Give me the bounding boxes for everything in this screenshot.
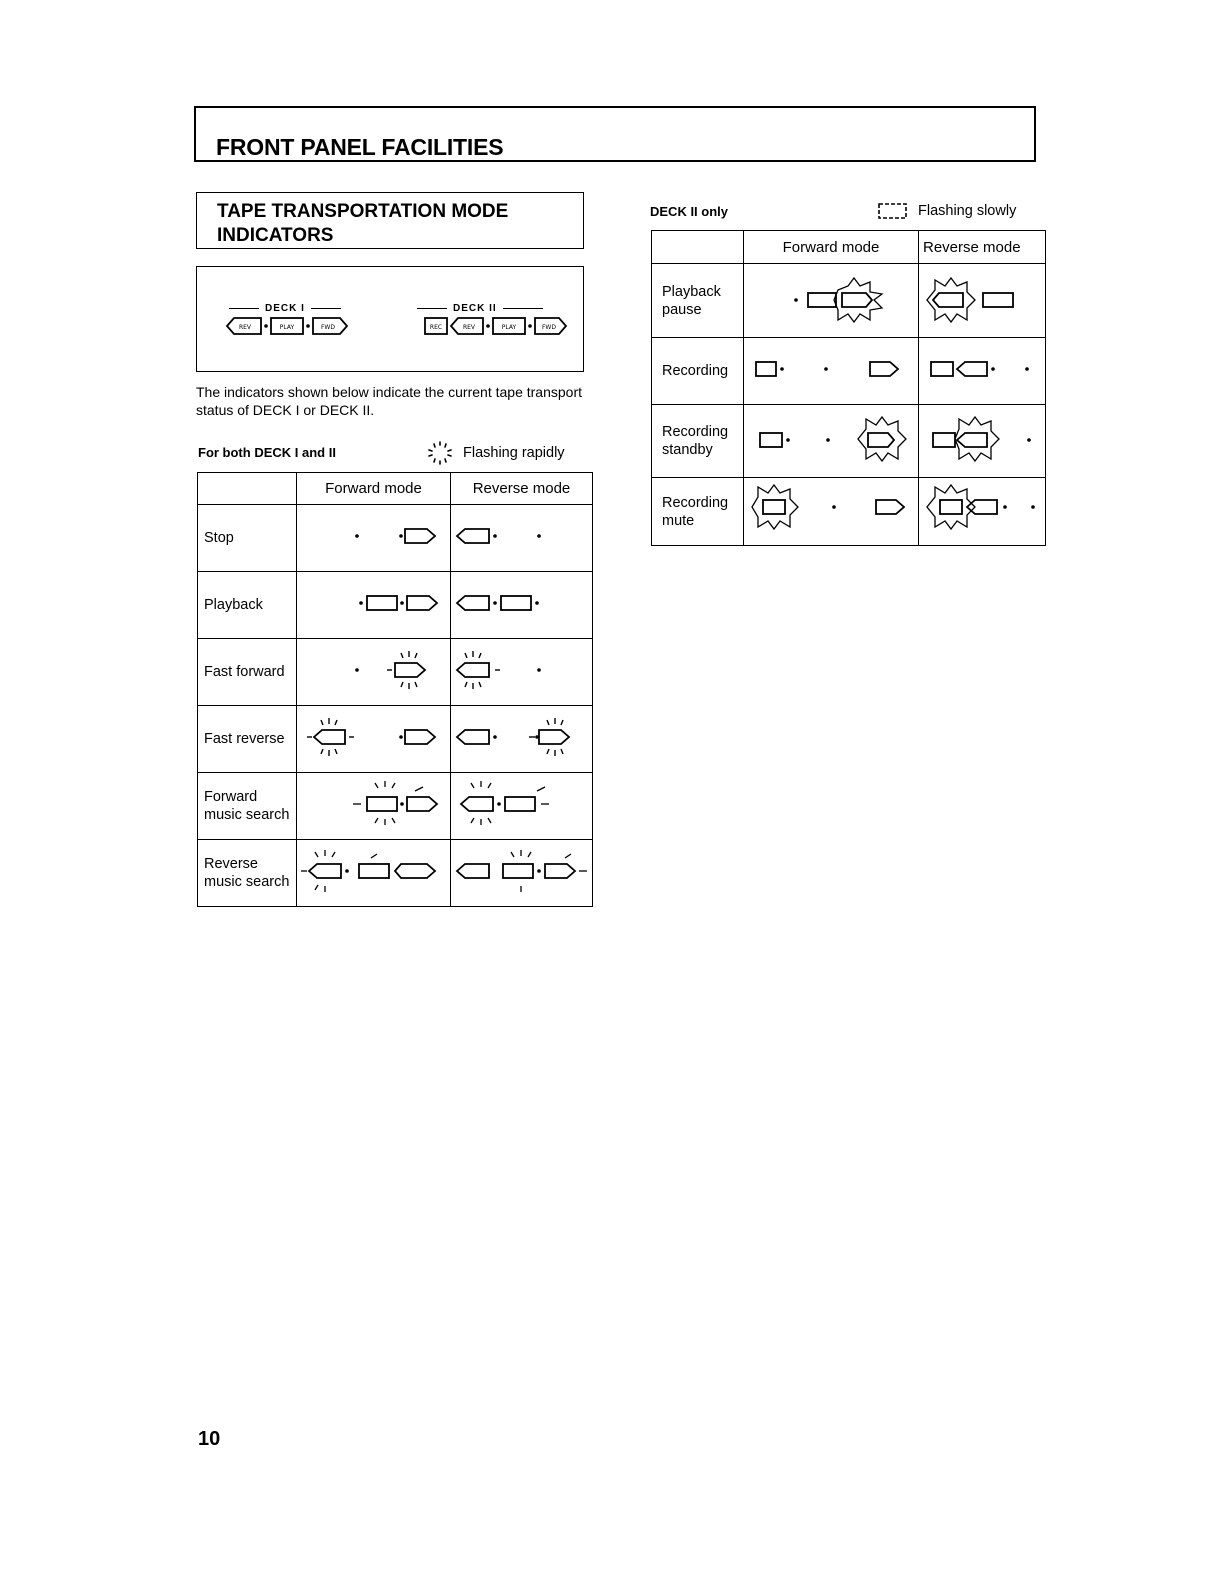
row-label-playback: Playback (198, 572, 297, 639)
pause-reverse-cell (919, 264, 1046, 338)
playback-reverse-cell (451, 572, 593, 639)
left-legend-label: Flashing rapidly (463, 445, 565, 461)
recording-reverse-indicator (919, 354, 1046, 384)
stop-forward-indicator (297, 521, 451, 551)
standby-reverse-cell (919, 405, 1046, 478)
rev-search-reverse-cell (451, 840, 593, 907)
left-legend (425, 440, 565, 466)
mute-reverse-cell (919, 478, 1046, 546)
recording-reverse-cell (919, 338, 1046, 405)
fwd-search-forward-indicator (297, 777, 451, 831)
mute-reverse-indicator (919, 479, 1046, 539)
recording-forward-indicator (744, 354, 919, 384)
row-label-fast-forward: Fast forward (198, 639, 297, 706)
svg-text:PLAY: PLAY (279, 324, 295, 331)
right-table-heading: DECK II only (650, 204, 729, 219)
fast-reverse-reverse-cell (451, 706, 593, 773)
row-label-reverse-music-search: Reverse music search (198, 840, 297, 907)
right-col-reverse: Reverse mode (919, 231, 1046, 264)
rev-indicator-icon (227, 318, 261, 334)
rev-search-forward-cell (297, 840, 451, 907)
row-label-recording: Recording (652, 338, 744, 405)
pause-forward-cell (744, 264, 919, 338)
deck1-label: DECK I (265, 303, 305, 314)
recording-forward-cell (744, 338, 919, 405)
fwd-search-reverse-cell (451, 773, 593, 840)
svg-text:REV: REV (238, 324, 252, 331)
svg-text:PLAY: PLAY (501, 324, 517, 331)
playback-forward-cell (297, 572, 451, 639)
mute-forward-indicator (744, 479, 919, 539)
standby-forward-cell (744, 405, 919, 478)
row-label-forward-music-search: Forward music search (198, 773, 297, 840)
page-number: 10 (198, 1428, 221, 1450)
standby-forward-indicator (744, 409, 919, 469)
right-col-forward: Forward mode (744, 231, 919, 264)
fast-reverse-forward-cell (297, 706, 451, 773)
right-legend (876, 200, 1016, 222)
svg-text:REC: REC (429, 324, 443, 331)
left-table-heading: For both DECK I and II (198, 445, 336, 460)
pause-reverse-indicator (919, 268, 1046, 328)
mute-forward-cell (744, 478, 919, 546)
deck1-label-group (229, 303, 341, 314)
fast-forward-reverse-indicator (451, 645, 593, 695)
header-box (194, 106, 1036, 162)
svg-text:REV: REV (462, 324, 476, 331)
right-legend-label: Flashing slowly (918, 203, 1017, 219)
row-label-stop: Stop (198, 505, 297, 572)
svg-text:FWD: FWD (320, 324, 336, 331)
section-title: TAPE TRANSPORTATION MODE INDICATORS (217, 201, 509, 246)
play-indicator-icon (271, 318, 303, 334)
playback-forward-indicator (297, 588, 451, 618)
deck2-label: DECK II (453, 303, 497, 314)
left-col-reverse: Reverse mode (451, 473, 593, 505)
fast-forward-forward-indicator (297, 645, 451, 695)
standby-reverse-indicator (919, 409, 1046, 469)
row-label-recording-standby: Recording standby (652, 405, 744, 478)
deck2-label-group (417, 303, 543, 314)
page-title: FRONT PANEL FACILITIES (216, 134, 504, 160)
stop-reverse-indicator (451, 521, 593, 551)
fwd-search-reverse-indicator (451, 777, 593, 831)
rev-search-forward-indicator (297, 844, 451, 898)
fwd-search-forward-cell (297, 773, 451, 840)
section-box (196, 192, 584, 249)
fast-forward-forward-cell (297, 639, 451, 706)
rev-search-reverse-indicator (451, 844, 593, 898)
fast-reverse-reverse-indicator (451, 712, 593, 762)
deck1-indicator-strip (225, 315, 355, 337)
deck2-indicator-strip (423, 315, 573, 337)
fast-reverse-forward-indicator (297, 712, 451, 762)
description-text: The indicators shown below indicate the current tape transport status of DECK I or DECK II. (196, 384, 582, 418)
row-label-fast-reverse: Fast reverse (198, 706, 297, 773)
panel-illustration (196, 266, 584, 372)
stop-reverse-cell (451, 505, 593, 572)
right-indicator-table (651, 230, 1046, 546)
left-col-forward: Forward mode (297, 473, 451, 505)
left-indicator-table (197, 472, 593, 907)
playback-reverse-indicator (451, 588, 593, 618)
svg-text:FWD: FWD (541, 324, 557, 331)
rec-indicator-icon (425, 318, 447, 334)
fwd-indicator-icon (313, 318, 347, 334)
flash-slow-icon (876, 200, 910, 222)
stop-forward-cell (297, 505, 451, 572)
pause-forward-indicator (744, 268, 919, 328)
row-label-playback-pause: Playback pause (652, 264, 744, 338)
row-label-recording-mute: Recording mute (652, 478, 744, 546)
flash-rapid-icon (425, 440, 455, 466)
fast-forward-reverse-cell (451, 639, 593, 706)
